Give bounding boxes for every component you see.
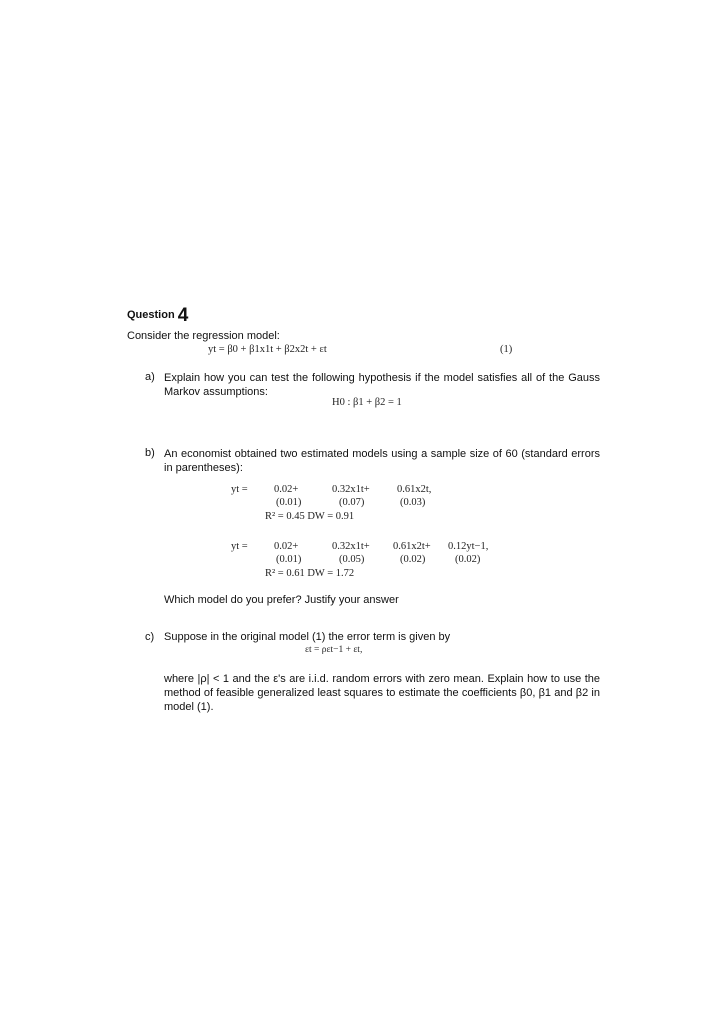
part-b-question: Which model do you prefer? Justify your answer (164, 594, 399, 606)
question-label: Question (127, 309, 175, 321)
part-c-marker: c) (145, 631, 155, 643)
model1-se: (0.01) (276, 497, 302, 508)
model1-coef: 0.32x1t+ (332, 484, 370, 495)
model2-se: (0.05) (339, 554, 365, 565)
hypothesis-equation: H0 : β1 + β2 = 1 (332, 397, 402, 408)
model-equation: yt = β0 + β1x1t + β2x2t + εt (208, 344, 327, 355)
part-c-text: Suppose in the original model (1) the error term is given by (164, 631, 451, 643)
model2-se: (0.02) (455, 554, 481, 565)
model2-coef: 0.61x2t+ (393, 541, 431, 552)
question-number: 4 (177, 305, 189, 326)
model2-coef: 0.32x1t+ (332, 541, 370, 552)
model1-stats: R² = 0.45 DW = 0.91 (265, 511, 355, 522)
part-a-text: Explain how you can test the following hypothesis if the model satisfies all of the Gauss Markov assumptions: (164, 372, 600, 398)
question-title (127, 302, 188, 324)
model2-coef: 0.12yt−1, (448, 541, 489, 552)
part-b-text: An economist obtained two estimated models using a sample size of 60 (standard errors in parentheses): (164, 448, 600, 474)
model1-se: (0.03) (400, 497, 426, 508)
part-b-marker: b) (145, 447, 155, 459)
intro-text: Consider the regression model: (127, 330, 280, 342)
model2-coef: 0.02+ (274, 541, 299, 552)
model1-lhs: yt = (231, 484, 248, 495)
part-c-where-text: where |ρ| < 1 and the ε's are i.i.d. random errors with zero mean. Explain how to use the method of feasible generalized least squares to estimate the coefficients β0, β1 and β2 in model (1). (164, 673, 600, 713)
model1-coef: 0.02+ (274, 484, 299, 495)
model2-stats: R² = 0.61 DW = 1.72 (265, 568, 355, 579)
model1-coef: 0.61x2t, (397, 484, 432, 495)
model1-se: (0.07) (339, 497, 365, 508)
error-equation: εt = ρεt−1 + εt, (305, 645, 363, 655)
model2-se: (0.01) (276, 554, 302, 565)
model2-lhs: yt = (231, 541, 248, 552)
part-a-marker: a) (145, 371, 155, 383)
equation-number: (1) (500, 344, 513, 355)
model2-se: (0.02) (400, 554, 426, 565)
